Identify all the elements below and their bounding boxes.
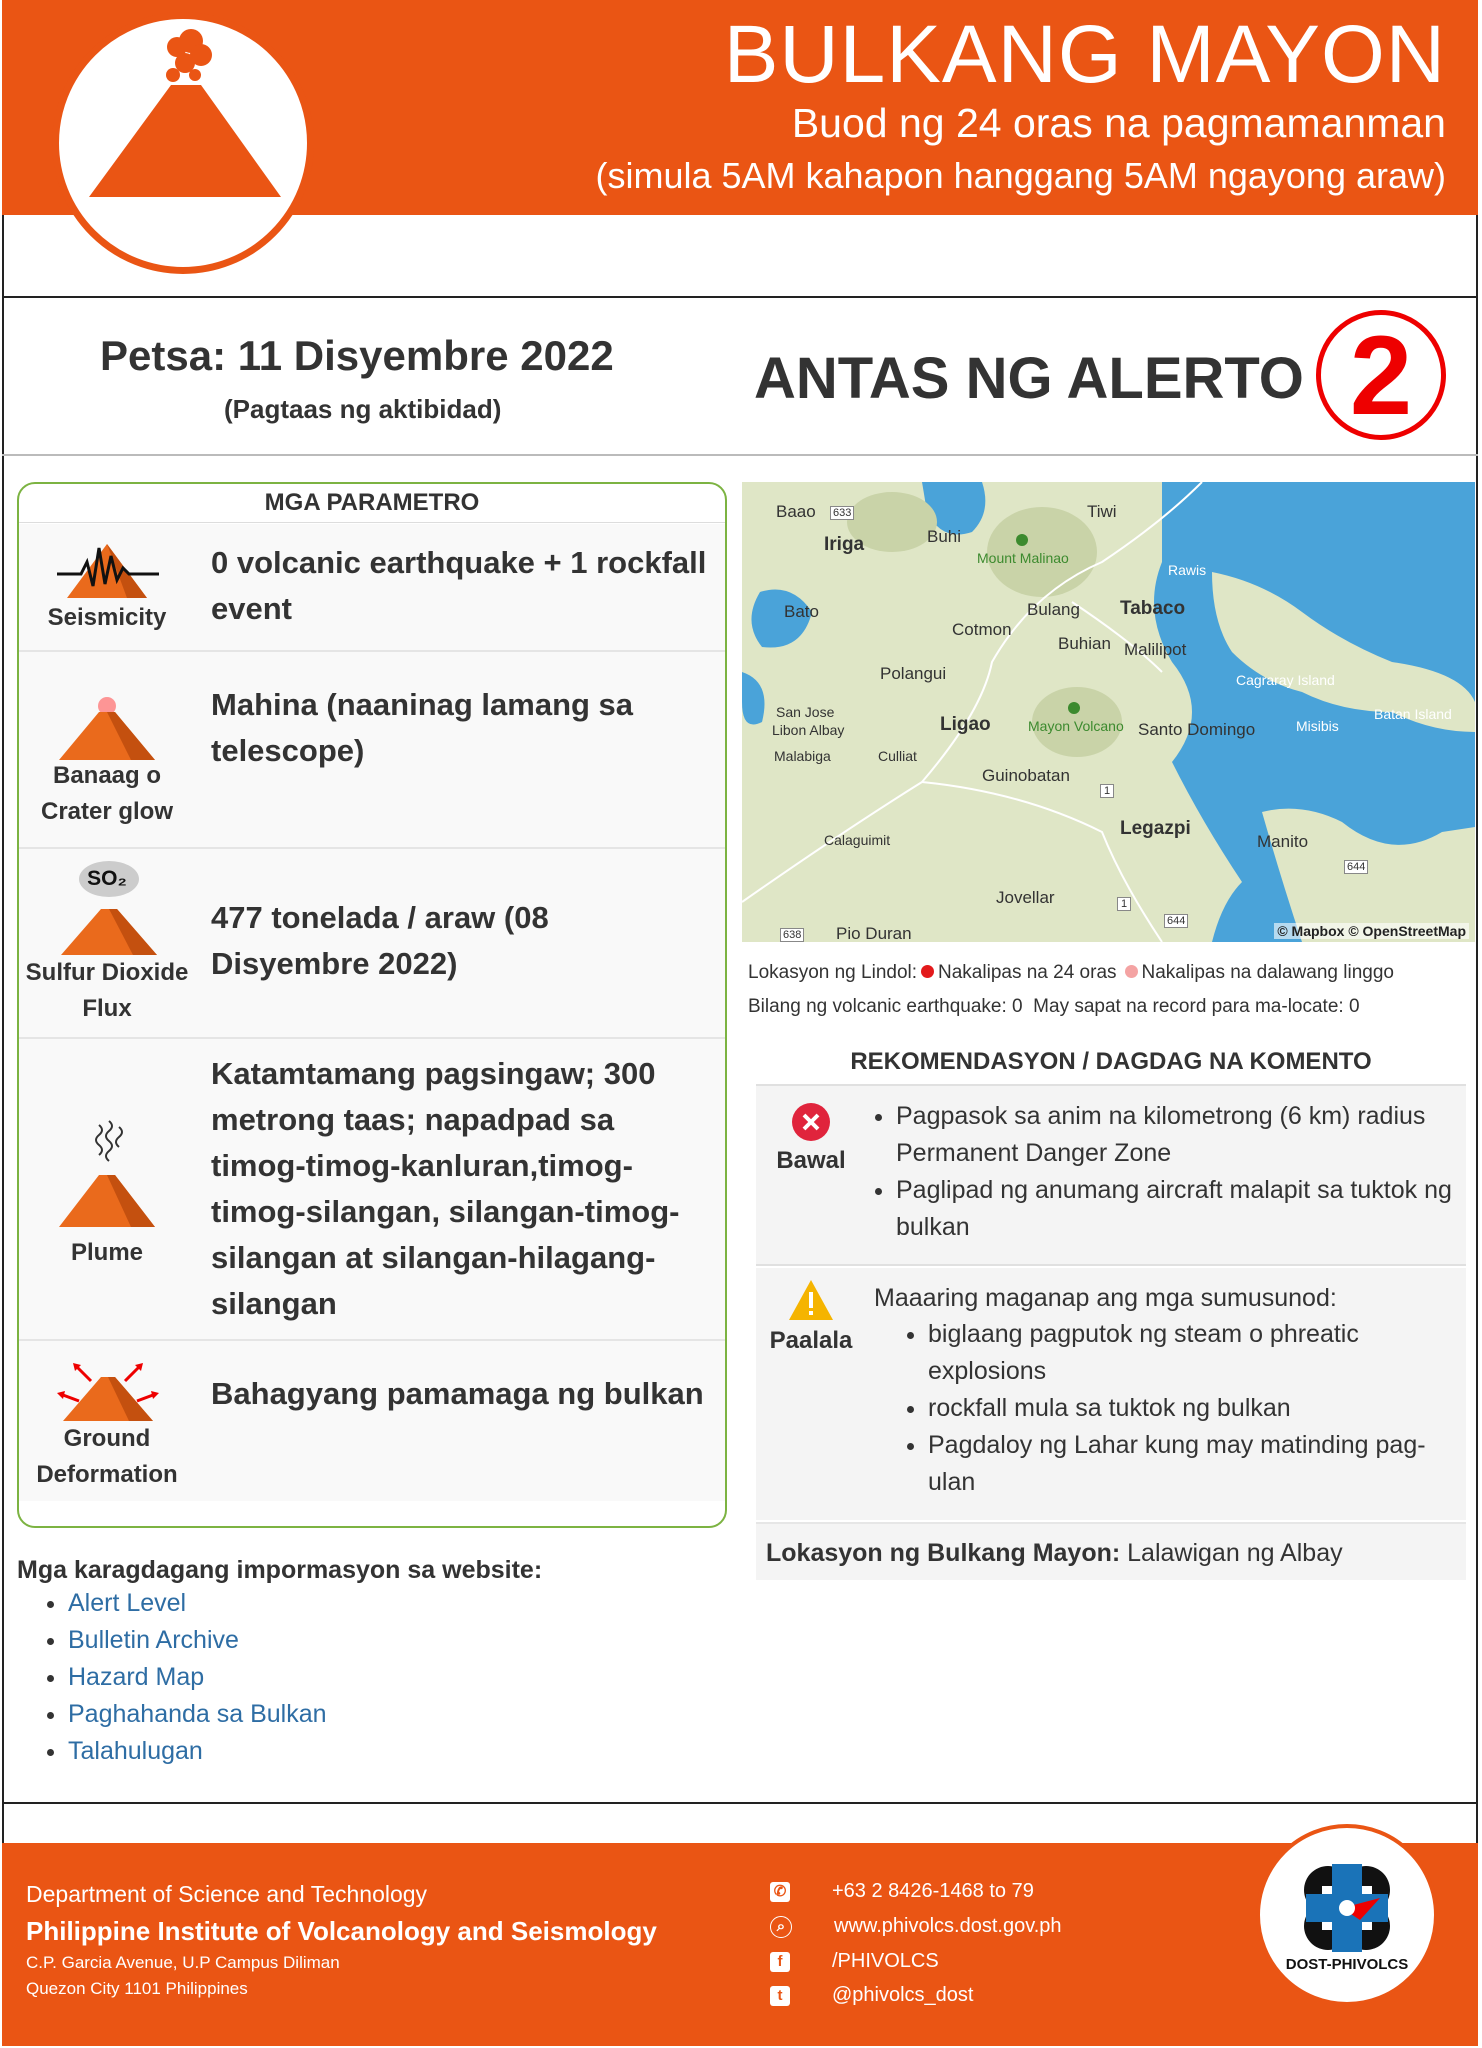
bawal-list (864, 1098, 1456, 1246)
map-place: Baao (776, 502, 816, 521)
road-shield: 644 (1344, 860, 1368, 874)
map-place: Pio Duran (836, 924, 912, 942)
footer-website[interactable] (770, 1915, 1062, 1938)
map-place: Iriga (824, 534, 865, 555)
twitter-text[interactable]: @phivolcs_dost (832, 1984, 974, 2006)
map-attribution[interactable]: © Mapbox © OpenStreetMap (1274, 923, 1469, 939)
list-item: • biglaang pagputok ng steam o phreatic explosions (928, 1316, 1448, 1390)
parameter-row-sulfur-dioxide (19, 849, 725, 1039)
twitter-icon: t (770, 1986, 790, 2006)
parameter-value: Katamtamang pagsingaw; 300 metrong taas; napadpad sa timog-timog-kanluran,timog-timog-silangan, silangan-timog-silangan at silangan-hilagang-silangan (211, 1056, 680, 1321)
parameter-value: 477 tonelada / araw (08 Disyembre 2022) (211, 900, 549, 981)
footer-facebook[interactable] (770, 1950, 939, 1973)
dost-logo-icon (1260, 1828, 1434, 2002)
list-item (68, 1696, 327, 1733)
map-place: Tiwi (1087, 502, 1117, 521)
facebook-text[interactable]: /PHIVOLCS (832, 1950, 939, 1972)
map-place: Misibis (1296, 718, 1339, 734)
map-place: Culliat (878, 748, 917, 764)
legend-prefix: Lokasyon ng Lindol: (748, 962, 918, 983)
map-place: Bato (784, 602, 819, 621)
phone-icon: ✆ (770, 1882, 790, 1902)
location-value: Lalawigan ng Albay (1127, 1539, 1343, 1567)
bulletin-date-note: (Pagtaas ng aktibidad) (224, 394, 502, 424)
map-place: San Jose (776, 704, 835, 720)
map-place: Calaguimit (824, 832, 891, 848)
paalala-side (756, 1278, 866, 1355)
recommendation-bawal (756, 1084, 1466, 1266)
parameter-value: Mahina (naaninag lamang sa telescope) (211, 687, 634, 768)
paalala-list (896, 1316, 1448, 1501)
map-place: Guinobatan (982, 766, 1070, 785)
legend-two-weeks: Nakalipas na dalawang linggo (1141, 962, 1394, 983)
road-shield: 633 (830, 506, 854, 520)
list-item (68, 1585, 327, 1622)
parameter-row-ground-deformation (19, 1341, 725, 1501)
crater-glow-icon (19, 652, 195, 767)
link-alert-level[interactable]: Alert Level (68, 1589, 187, 1617)
map-place: Bulang (1027, 600, 1080, 619)
parameter-row-crater-glow (19, 652, 725, 849)
parameter-label: Sulfur Dioxide Flux (25, 959, 189, 1022)
website-text[interactable]: www.phivolcs.dost.gov.ph (834, 1915, 1062, 1937)
more-info-links (40, 1585, 327, 1770)
facebook-icon: f (770, 1952, 790, 1972)
parameter-value: 0 volcanic earthquake + 1 rockfall event (211, 545, 707, 626)
earthquake-count: Bilang ng volcanic earthquake: 0 May sapat na record para ma-locate: 0 (748, 996, 1360, 1017)
prohibited-icon (791, 1102, 831, 1142)
ground-deformation-icon (19, 1341, 195, 1428)
paalala-intro: Maaaring maganap ang mga sumusunod: (874, 1284, 1337, 1312)
page-subtitle: Buod ng 24 oras na pagmamanman (791, 100, 1446, 146)
footer-phone (770, 1880, 1034, 1903)
logo-text: DOST-PHIVOLCS (1285, 1956, 1409, 1973)
footer-department: Department of Science and Technology (26, 1881, 428, 1907)
list-item: • Pagpasok sa anim na kilometrong (6 km) radius Permanent Danger Zone (896, 1098, 1456, 1172)
parameter-row-seismicity (19, 524, 725, 652)
parameter-label: Banaag o Crater glow (40, 762, 174, 825)
map-place: Ligao (940, 714, 991, 735)
road-shield: 1 (1117, 897, 1131, 911)
divider (2, 454, 1478, 456)
map-place: Polangui (880, 664, 947, 683)
map-place: Mount Malinao (977, 550, 1069, 566)
paalala-label: Paalala (769, 1327, 853, 1354)
alert-level-badge: 2 (1316, 310, 1446, 440)
more-info-title: Mga karagdagang impormasyon sa website: (17, 1556, 543, 1584)
parameters-panel (17, 482, 727, 1528)
divider (2, 296, 1478, 298)
bawal-side (756, 1102, 866, 1175)
volcano-logo (52, 12, 314, 274)
map-place: Legazpi (1120, 818, 1191, 839)
map-place: Buhi (927, 527, 962, 546)
page-title: BULKANG MAYON (723, 9, 1446, 100)
map-place: Rawis (1168, 562, 1207, 578)
volcano-location (756, 1522, 1466, 1580)
warning-icon (787, 1278, 835, 1322)
footer-address-line2: Quezon City 1101 Philippines (26, 1979, 248, 1998)
location-label: Lokasyon ng Bulkang Mayon: (766, 1539, 1121, 1567)
map-place: Cotmon (952, 620, 1012, 639)
footer-twitter[interactable] (770, 1984, 973, 2007)
bulletin-date: Petsa: 11 Disyembre 2022 (100, 332, 614, 379)
parameters-title: MGA PARAMETRO (19, 484, 725, 523)
map-place: Buhian (1058, 634, 1111, 653)
link-hazard-map[interactable]: Hazard Map (68, 1663, 205, 1691)
map-place: Malilipot (1124, 640, 1187, 659)
plume-icon (19, 1119, 195, 1234)
divider (2, 1802, 1478, 1804)
list-item: • rockfall mula sa tuktok ng bulkan (928, 1390, 1448, 1427)
link-bulletin-archive[interactable]: Bulletin Archive (68, 1626, 239, 1654)
bawal-label: Bawal (776, 1147, 846, 1174)
recommendation-paalala (756, 1268, 1466, 1520)
recommendation-title: REKOMENDASYON / DAGDAG NA KOMENTO (850, 1048, 1372, 1075)
list-item: • Paglipad ng anumang aircraft malapit sa tuktok ng bulkan (896, 1172, 1456, 1246)
map-place: Malabiga (774, 748, 831, 764)
parameter-value: Bahagyang pamamaga ng bulkan (211, 1376, 704, 1411)
link-talahulugan[interactable]: Talahulugan (68, 1737, 203, 1765)
parameter-label: Seismicity (47, 604, 167, 631)
footer-institute: Philippine Institute of Volcanology and Seismology (26, 1916, 657, 1946)
list-item (68, 1733, 327, 1770)
map-place: Manito (1257, 832, 1309, 851)
list-item (68, 1622, 327, 1659)
legend-recent: Nakalipas na 24 oras (938, 962, 1117, 983)
parameter-label: Ground Deformation (36, 1425, 178, 1488)
road-shield: 644 (1164, 914, 1188, 928)
road-shield: 1 (1100, 784, 1114, 798)
list-item: • Pagdaloy ng Lahar kung may matinding pag-ulan (928, 1427, 1448, 1501)
road-shield: 638 (780, 928, 804, 942)
footer-address-line1: C.P. Garcia Avenue, U.P Campus Diliman (26, 1953, 340, 1972)
map-place: Batan Island (1374, 706, 1452, 722)
map-place: Jovellar (996, 888, 1055, 907)
legend-two-weeks-dot (1125, 965, 1138, 978)
alert-level-label: ANTAS NG ALERTO (754, 346, 1304, 411)
parameter-label: Plume (70, 1239, 144, 1266)
map-place: Cagraray Island (1236, 672, 1335, 688)
volcano-logo-icon (59, 19, 307, 267)
list-item (68, 1659, 327, 1696)
map-place: Mayon Volcano (1028, 718, 1124, 734)
map-place: Tabaco (1120, 598, 1186, 619)
earthquake-location-map[interactable] (742, 482, 1475, 942)
parameter-row-plume (19, 1039, 725, 1341)
page-period: (simula 5AM kahapon hanggang 5AM ngayong araw) (595, 155, 1446, 196)
seismicity-icon (19, 524, 195, 609)
map-place: Libon Albay (772, 722, 845, 738)
map-place: Santo Domingo (1138, 720, 1256, 739)
legend-recent-dot (921, 965, 934, 978)
map-legend (748, 962, 1394, 984)
globe-icon: ⌕ (770, 1916, 792, 1938)
dost-phivolcs-logo (1256, 1824, 1438, 2006)
link-paghahanda[interactable]: Paghahanda sa Bulkan (68, 1700, 327, 1728)
phone-text: +63 2 8426-1468 to 79 (832, 1880, 1034, 1902)
so2-badge: SO₂ (87, 867, 127, 890)
